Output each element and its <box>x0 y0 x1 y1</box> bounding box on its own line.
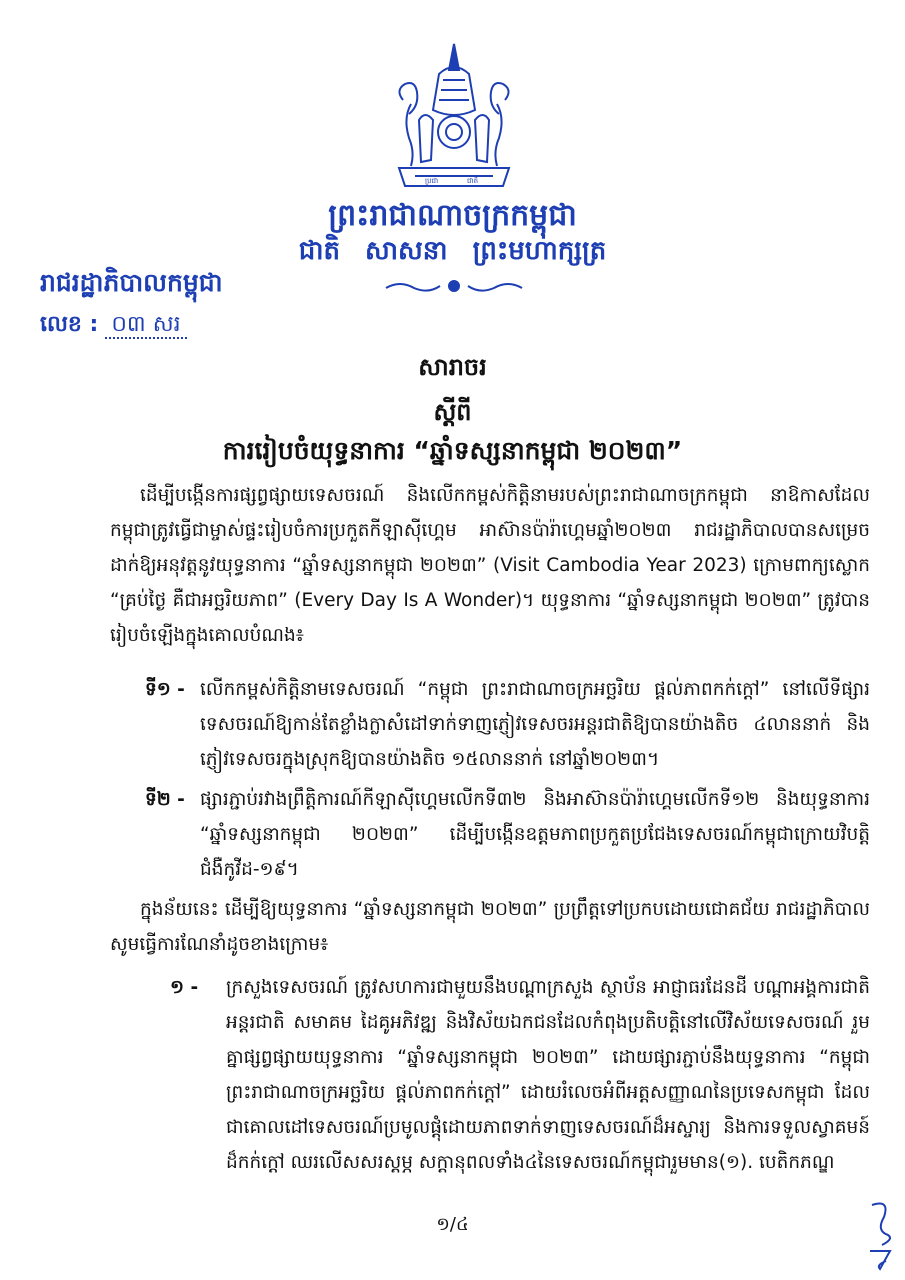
royal-emblem-icon <box>385 40 523 190</box>
emblem-text-right: ជាតិ <box>467 177 479 185</box>
emblem-text-left: ប្រជា <box>425 177 439 185</box>
objective-2-text: ផ្សារភ្ជាប់រវាងព្រឹត្តិការណ៍កីឡាស៊ីហ្គេមលើកទី៣២ និងអាស៊ានប៉ារ៉ាហ្គេមលើកទី១២ និងយុទ្ធនាការ “ឆ្នាំទស្សនាកម្ពុជា ២០២៣” ដើម្បីបង្កើនឧត្តមភាពប្រកួតប្រជែងទេសចរណ៍កម្ពុជាក្រោយវិបត្តិជំងឺកូវីដ-១៩។ <box>200 789 870 880</box>
reference-value: ០៣ សរ <box>105 312 186 339</box>
objective-2-label: ទី២ - <box>145 789 185 810</box>
objective-1-text: លើកកម្ពស់កិត្តិនាមទេសចរណ៍ “កម្ពុជា ព្រះរាជាណាចក្រអច្ឆរិយ ផ្តល់ភាពកក់ក្ដៅ” នៅលើទីផ្សារទេសចរណ៍ឱ្យកាន់តែខ្លាំងក្លាសំដៅទាក់ទាញភ្ញៀវទេសចរអន្តរជាតិឱ្យបានយ៉ាងតិច ៤លាននាក់ និងភ្ញៀវទេសចរក្នុងស្រុកឱ្យបានយ៉ាងតិច ១៥លាននាក់ នៅឆ្នាំ២០២៣។ <box>200 679 870 770</box>
kingdom-name: ព្រះរាជាណាចក្រកម្ពុជា <box>328 198 577 233</box>
signature-initials-icon <box>862 1195 898 1275</box>
objective-1-label: ទី១ - <box>145 679 185 700</box>
national-motto: ជាតិ សាសនា ព្រះមហាក្សត្រ <box>298 236 607 266</box>
issuing-government: រាជរដ្ឋាភិបាលកម្ពុជា <box>40 268 223 297</box>
reference-number <box>40 310 187 342</box>
page-number: ១/៤ <box>436 1214 469 1235</box>
instruction-1-text: ក្រសួងទេសចរណ៍ ត្រូវសហការជាមួយនឹងបណ្ដាក្រសួង ស្ថាប័ន អាជ្ញាធរដែនដី បណ្ដាអង្គការជាតិ អន្តរជាតិ សមាគម ដៃគូអភិវឌ្ឍ និងវិស័យឯកជនដែលកំពុងប្រតិបត្តិនៅលើវិស័យទេសចរណ៍ រួមគ្នាផ្សព្វផ្សាយយុទ្ធនាការ “ឆ្នាំទស្សនាកម្ពុជា ២០២៣” ដោយផ្សារភ្ជាប់នឹងយុទ្ធនាការ “កម្ពុជា ព្រះរាជាណាចក្រអច្ឆរិយ ផ្តល់ភាពកក់ក្ដៅ” ដោយរំលេចអំពីអត្តសញ្ញាណនៃប្រទេសកម្ពុជា ដែលជាគោលដៅទេសចរណ៍ប្រមូលផ្តុំដោយភាពទាក់ទាញទេសចរណ៍ដ៏អស្ចារ្យ និងការទទួលស្វាគមន៍ដ៏កក់ក្ដៅ ឈរលើសសរស្តម្ភ សក្តានុពលទាំង៤នៃទេសចរណ៍កម្ពុជារួមមាន(១). បេតិកភណ្ឌ <box>226 977 870 1173</box>
reference-label: លេខ : <box>40 312 99 337</box>
instruction-1-label: ១ - <box>170 977 199 998</box>
intro-paragraph: ដើម្បីបង្កើនការផ្សព្វផ្សាយទេសចរណ៍ និងលើកកម្ពស់កិត្តិនាមរបស់ព្រះរាជាណាចក្រកម្ពុជា នាឱកាសដែលកម្ពុជាត្រូវធ្វើជាម្ចាស់ផ្ទះរៀបចំការប្រកួតកីឡាស៊ីហ្គេម អាស៊ានប៉ារ៉ាហ្គេមឆ្នាំ២០២៣ រាជរដ្ឋាភិបាលបានសម្រេចដាក់ឱ្យអនុវត្តនូវយុទ្ធនាការ “ឆ្នាំទស្សនាកម្ពុជា ២០២៣” (Visit Cambodia Year 2023) ក្រោមពាក្យស្លោក “គ្រប់ថ្ងៃ គឺជាអច្ឆរិយភាព” (Every Day Is A Wonder)។ យុទ្ធនាការ “ឆ្នាំទស្សនាកម្ពុជា ២០២៣” ត្រូវបានរៀបចំឡើងក្នុងគោលបំណង៖ <box>110 485 870 646</box>
document-subject: ការរៀបចំយុទ្ធនាការ “ឆ្នាំទស្សនាកម្ពុជា ២០២៣” <box>222 436 683 465</box>
document-type: សារាចរ <box>418 353 487 381</box>
ornament-divider-icon <box>380 276 528 296</box>
document-about: ស្ដីពី <box>433 398 472 426</box>
second-paragraph: ក្នុងន័យនេះ ដើម្បីឱ្យយុទ្ធនាការ “ឆ្នាំទស្សនាកម្ពុជា ២០២៣” ប្រព្រឹត្តទៅប្រកបដោយជោគជ័យ រាជរដ្ឋាភិបាលសូមធ្វើការណែនាំដូចខាងក្រោម៖ <box>110 899 870 955</box>
